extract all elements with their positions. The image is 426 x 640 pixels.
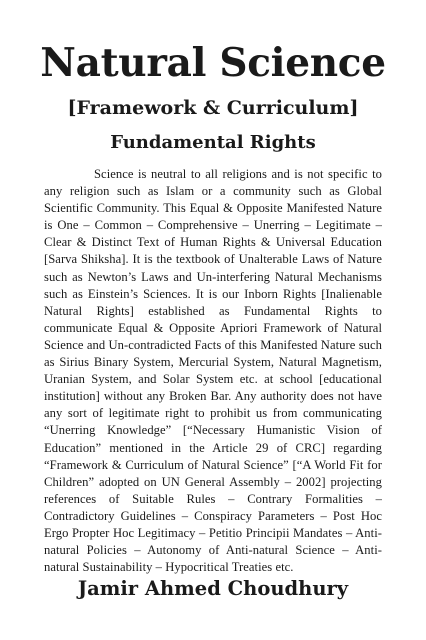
author-name: Jamir Ahmed Choudhury (77, 577, 349, 600)
book-subtitle: [Framework & Curriculum] (67, 97, 359, 119)
section-title: Fundamental Rights (110, 132, 316, 153)
book-title: Natural Science (40, 40, 386, 86)
body-paragraph: Science is neutral to all religions and is not specific to any religion such as Islam or a community such as Global Scientific Community. This Equal & Opposite Manifested Nature is One – Common – Comprehensive – Unerring – Legitimate – Clear & Distinct Text of Human Rights & Universal Education [Sarva Shiksha]. It is the textbook of Unalterable Laws of Nature such as Newton’s Laws and Un-interfering Natural Mechanisms such as Einstein’s Sciences. It is our Inborn Rights [Inalienable Natural Rights] established as Fundamental Rights to communicate Equal & Opposite Apriori Framework of Natural Science and Un-contradicted Facts of this Manifested Nature such as Sirius Binary System, Mercurial System, Natural Magnetism, Uranian System, and Solar System etc. at school [educational institution] without any Broken Bar. Any authority does not have any sort of legitimate right to prohibit us from communicating “Unerring Knowledge” [“Necessary Humanistic Vision of Education” mentioned in the Article 29 of CRC] regarding “Framework & Curriculum of Natural Science” [“A World Fit for Children” adopted on UN General Assembly – 2002] projecting references of Suitable Rules – Contrary Formalities – Contradictory Guidelines – Conspiracy Parameters – Post Hoc Ergo Propter Hoc Legitimacy – Petitio Principii Mandates – Anti-natural Policies – Autonomy of Anti-natural Science – Anti-natural Sustainability – Hypocritical Treaties etc. (44, 167, 382, 575)
